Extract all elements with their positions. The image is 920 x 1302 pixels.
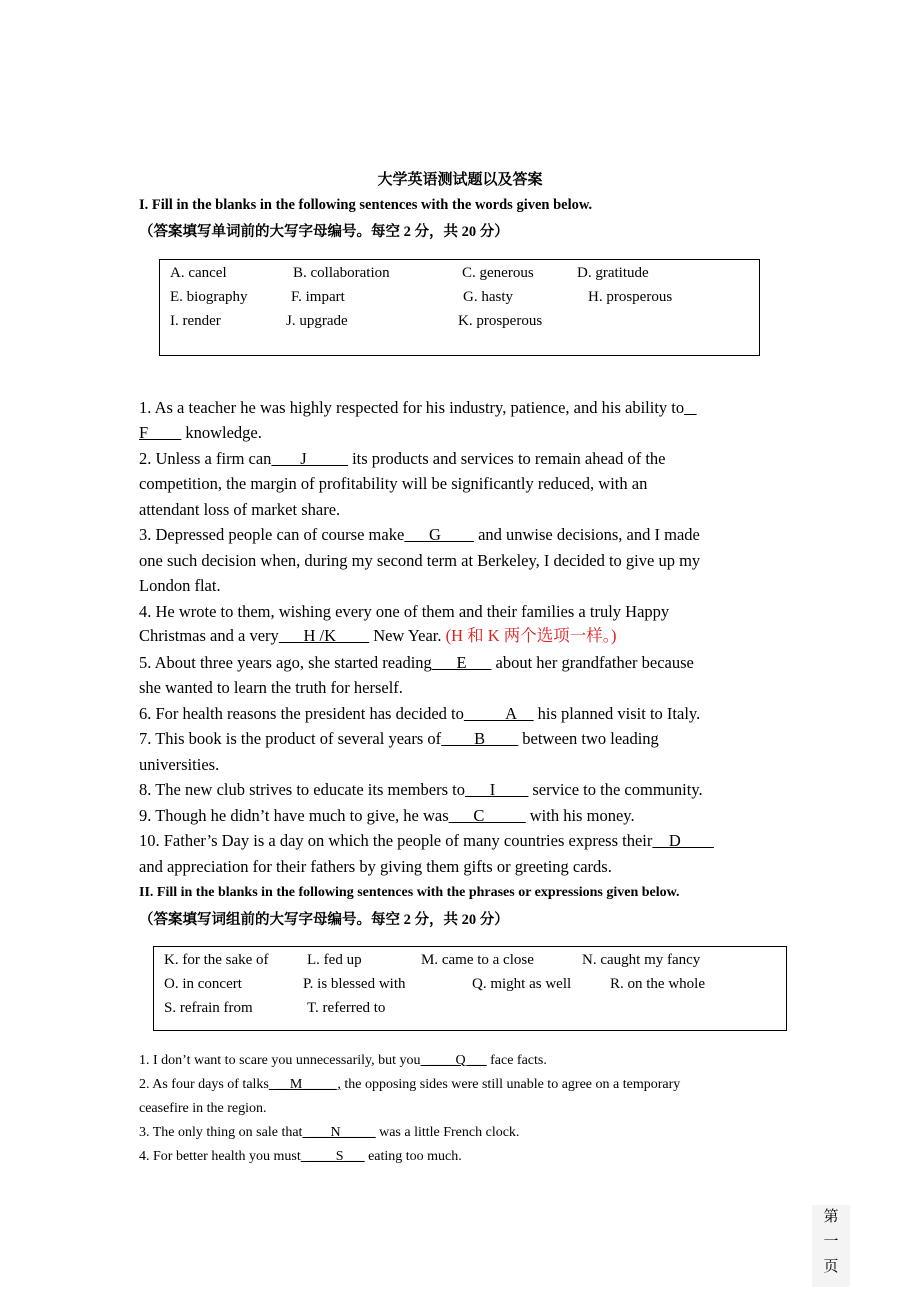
s1-question-7-line2: universities. [139,755,220,774]
answer-blank: __C_____ [448,806,526,825]
s1-question-10-line1: 10. Father’s Day is a day on which the people of many countries express their _D____ [139,831,714,850]
option-t: T. referred to [307,1000,386,1016]
option-b: B. collaboration [293,265,390,281]
answer-blank: __I____ [464,780,529,799]
s1-question-4-line1: 4. He wrote to them, wishing every one of them and their families a truly Happy [139,602,670,621]
s2-question-2-line1: 2. As four days of talks __M_____, the opposing sides were still unable to agree on a temporary [139,1077,681,1092]
option-k: K. for the sake of [164,952,269,968]
page-title: 大学英语测试题以及答案 [377,172,543,188]
s1-question-1-line2: F____ knowledge. [139,423,262,442]
s2-question-3: 3. The only thing on sale that ___N_____ was a little French clock. [139,1125,520,1140]
s1-question-8: 8. The new club strives to educate its members to __I____ service to the community. [139,780,703,799]
section2-heading: II. Fill in the blanks in the following sentences with the phrases or expressions given below. [139,885,680,900]
s1-question-9: 9. Though he didn’t have much to give, he was __C_____ with his money. [139,806,635,825]
answer-blank: __E___ [431,653,492,672]
answer-blank: __G____ [404,525,474,544]
option-h: H. prosperous [588,289,673,305]
page-label-char: 一 [823,1234,839,1250]
page-label-char: 页 [823,1259,839,1275]
s1-question-2-line3: attendant loss of market share. [139,500,341,519]
s1-question-7-line1: 7. This book is the product of several years of ___B____ between two leading [139,729,659,748]
section1-options-box [159,259,760,356]
s1-question-3-line3: London flat. [139,576,221,595]
s1-question-5-line2: she wanted to learn the truth for herself. [139,678,403,697]
section1-heading: I. Fill in the blanks in the following sentences with the words given below. [139,197,593,213]
answer-blank: __H /K____ [278,626,370,645]
answer-blank: _D____ [652,831,714,850]
option-l: L. fed up [307,952,362,968]
s1-question-2-line2: competition, the margin of profitability will be significantly reduced, with an [139,474,648,493]
s1-question-10-line2: and appreciation for their fathers by giving them gifts or greeting cards. [139,857,612,876]
s1-question-3-line2: one such decision when, during my second term at Berkeley, I decided to give up my [139,551,701,570]
option-i: I. render [170,313,221,329]
answer-blank: __M_____, [268,1077,341,1092]
answer-blank: ____A__ [463,704,534,723]
option-q: Q. might as well [472,976,572,992]
option-f: F. impart [291,289,345,305]
option-s: S. refrain from [164,1000,253,1016]
option-m: M. came to a close [421,952,534,968]
option-e: E. biography [170,289,248,305]
answer-blank: ___N_____ [302,1125,376,1140]
s2-question-1: 1. I don’t want to scare you unnecessarily, but you ____Q___ face facts. [139,1053,547,1068]
s1-question-6: 6. For health reasons the president has decided to ____A__ his planned visit to Italy. [139,704,701,723]
s1-question-5-line1: 5. About three years ago, she started reading __E___ about her grandfather because [139,653,694,672]
answer-blank: _ [684,398,697,417]
option-c: C. generous [462,265,534,281]
answer-blank: ____Q___ [420,1053,487,1068]
page-label-char: 第 [823,1209,839,1225]
option-k: K. prosperous [458,313,543,329]
answer-blank: ___B____ [441,729,519,748]
s1-question-2-line1: 2. Unless a firm can ___J_____ its products and services to remain ahead of the [139,449,666,468]
answer-blank: ____S___ [300,1149,365,1164]
answer-blank: F____ [139,423,182,442]
s2-question-2-line2: ceasefire in the region. [139,1101,267,1116]
s1-question-1-line1: 1. As a teacher he was highly respected for his industry, patience, and his ability to _ [139,398,697,417]
option-j: J. upgrade [286,313,348,329]
option-n: N. caught my fancy [582,952,701,968]
option-o: O. in concert [164,976,242,992]
answer-note: (H 和 K 两个选项一样。) [441,626,617,645]
section2-note: （答案填写词组前的大写字母编号。每空 2 分，共 20 分） [139,912,509,928]
option-g: G. hasty [463,289,513,305]
section2-options-box [153,946,787,1031]
s1-question-4-line2: Christmas and a very __H /K____ New Year. (H 和 K 两个选项一样。) [139,626,617,645]
option-d: D. gratitude [577,265,649,281]
s1-question-3-line1: 3. Depressed people can of course make __G____ and unwise decisions, and I made [139,525,700,544]
s2-question-4: 4. For better health you must ____S___ eating too much. [139,1149,462,1164]
option-p: P. is blessed with [303,976,406,992]
section1-note: （答案填写单词前的大写字母编号。每空 2 分，共 20 分） [139,224,509,240]
answer-blank: ___J_____ [271,449,348,468]
option-r: R. on the whole [610,976,705,992]
page-number-label [812,1205,850,1287]
option-a: A. cancel [170,265,227,281]
